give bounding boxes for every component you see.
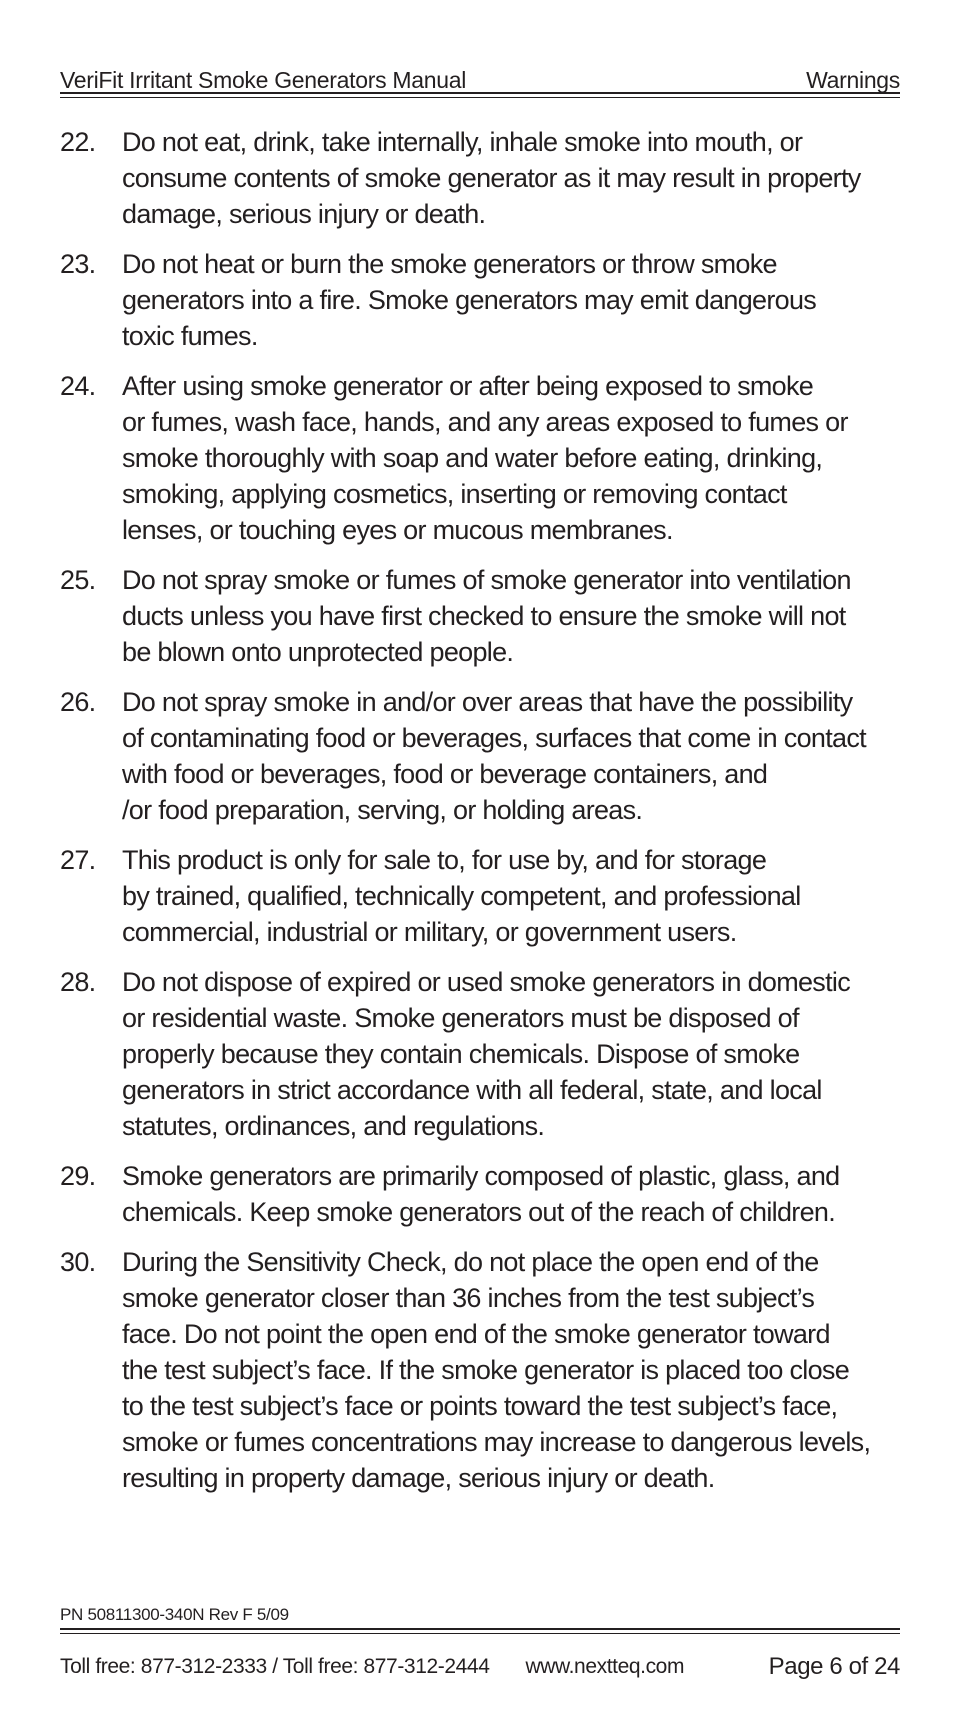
part-number: PN 50811300-340N Rev F 5/09 — [60, 1605, 289, 1624]
warning-text: During the Sensitivity Check, do not place the open end of the smoke generator closer than 36 inches from the test subject’s face. Do not point the open end of the smoke generator toward the test subject’s face. If the smoke generator is placed too close to the test subject’s face or points toward the test subject’s face, smoke or fumes concentrations may increase to dangerous levels, resulting in property damage, serious injury or death. — [122, 1247, 871, 1493]
warning-item — [60, 124, 900, 232]
warning-text: Do not spray smoke or fumes of smoke generator into ventilation ducts unless you have first checked to ensure the smoke will not be blown onto unprotected people. — [122, 565, 851, 667]
warning-text: Do not eat, drink, take internally, inhale smoke into mouth, or consume contents of smoke generator as it may result in property damage, serious injury or death. — [122, 127, 861, 229]
warning-number: 26. — [60, 687, 96, 717]
warning-number: 27. — [60, 845, 96, 875]
warning-number: 28. — [60, 967, 96, 997]
warning-text: Do not spray smoke in and/or over areas that have the possibility of contaminating food or beverages, surfaces that come in contact with food or beverages, food or beverage containers, and /or food preparation, serving, or holding areas. — [122, 687, 866, 825]
warning-item — [60, 1244, 900, 1496]
warning-text: This product is only for sale to, for use by, and for storage by trained, qualified, technically competent, and professional commercial, industrial or military, or government users. — [122, 845, 801, 947]
toll-free-numbers: Toll free: 877-312-2333 / Toll free: 877-312-2444 — [60, 1655, 490, 1678]
page-number: Page 6 of 24 — [768, 1653, 900, 1680]
warning-text: After using smoke generator or after being exposed to smoke or fumes, wash face, hands, and any areas exposed to fumes or smoke thoroughly with soap and water before eating, drinking, smoking, applying cosmetics, inserting or removing contact lenses, or touching eyes or mucous membranes. — [122, 371, 848, 545]
warning-number: 30. — [60, 1247, 96, 1277]
warning-number: 24. — [60, 371, 96, 401]
warning-number: 22. — [60, 127, 96, 157]
warning-number: 29. — [60, 1161, 96, 1191]
warning-item — [60, 562, 900, 670]
warning-item — [60, 684, 900, 828]
page-footer — [60, 1650, 900, 1684]
website-link[interactable]: www.nextteq.com — [525, 1655, 685, 1678]
footer-divider — [60, 1628, 900, 1634]
warning-item — [60, 842, 900, 950]
page-header — [60, 54, 900, 94]
warning-item — [60, 964, 900, 1144]
document-title: VeriFit Irritant Smoke Generators Manual — [60, 67, 466, 93]
section-title: Warnings — [806, 67, 900, 93]
warning-item — [60, 368, 900, 548]
warning-number: 23. — [60, 249, 96, 279]
warnings-list — [60, 124, 900, 1510]
warning-item — [60, 246, 900, 354]
warning-number: 25. — [60, 565, 96, 595]
header-divider — [60, 92, 900, 98]
warning-text: Do not heat or burn the smoke generators or throw smoke generators into a fire. Smoke generators may emit dangerous toxic fumes. — [122, 249, 817, 351]
warning-item — [60, 1158, 900, 1230]
warning-text: Smoke generators are primarily composed of plastic, glass, and chemicals. Keep smoke generators out of the reach of children. — [122, 1161, 840, 1227]
warning-text: Do not dispose of expired or used smoke generators in domestic or residential waste. Smoke generators must be disposed of properly because they contain chemicals. Dispose of smoke generators in strict accordance with all federal, state, and local statutes, ordinances, and regulations. — [122, 967, 851, 1141]
